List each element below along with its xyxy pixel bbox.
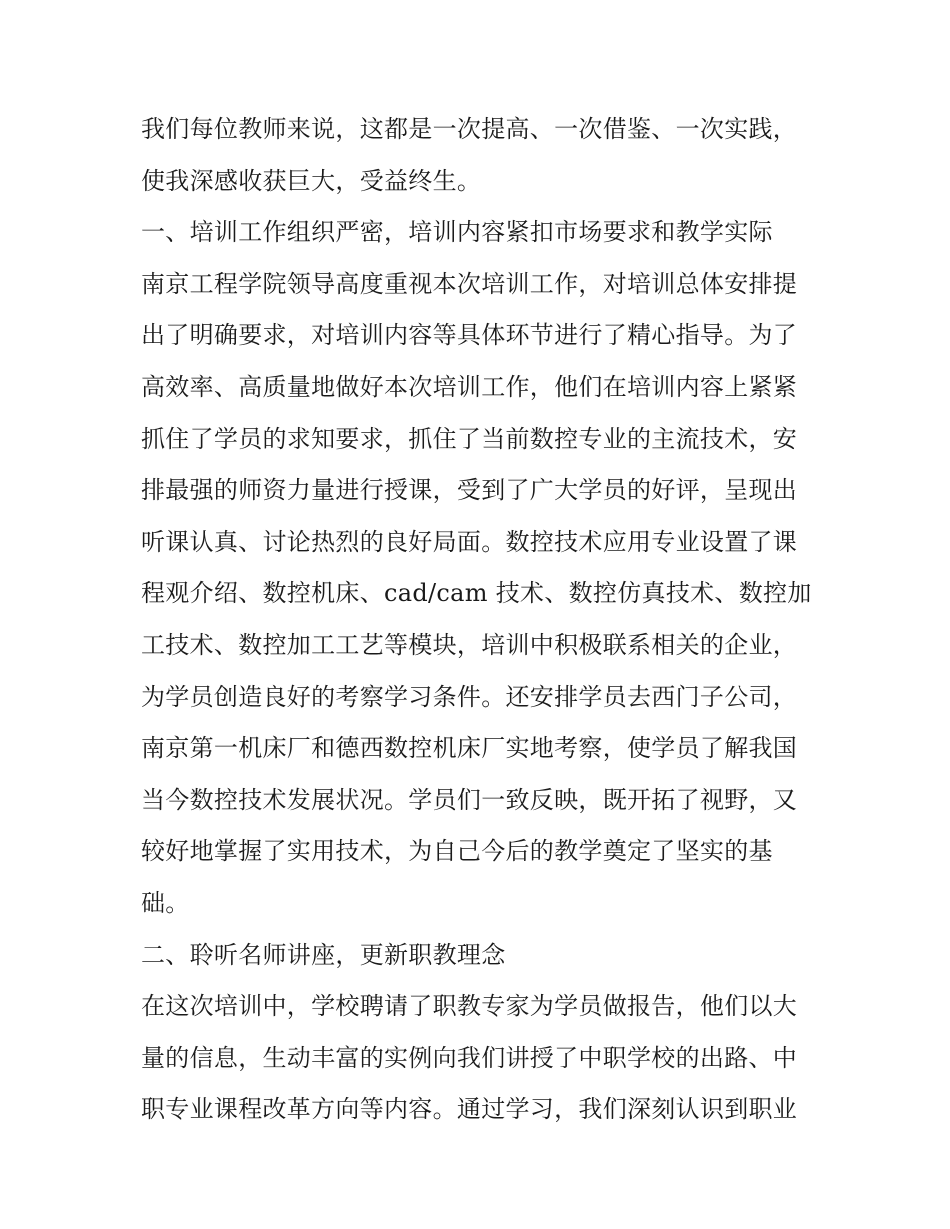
text-line-13: 南京第一机床厂和德西数控机床厂实地考察，使学员了解我国 xyxy=(141,734,798,763)
text-line-15: 较好地掌握了实用技术，为自己今后的教学奠定了坚实的基 xyxy=(141,837,773,866)
text-line-07: 抓住了学员的求知要求，抓住了当前数控专业的主流技术，安 xyxy=(141,424,798,453)
text-line-19: 量的信息，生动丰富的实例向我们讲授了中职学校的出路、中 xyxy=(141,1043,798,1072)
text-line-12: 为学员创造良好的考察学习条件。还安排学员去西门子公司， xyxy=(141,682,798,711)
text-line-11: 工技术、数控加工工艺等模块，培训中积极联系相关的企业， xyxy=(141,630,798,659)
text-line-02: 使我深感收获巨大，受益终生。 xyxy=(141,166,482,195)
body-text xyxy=(141,104,821,1136)
text-line-18: 在这次培训中，学校聘请了职教专家为学员做报告，他们以大 xyxy=(141,992,798,1021)
text-line-14: 当今数控技术发展状况。学员们一致反映，既开拓了视野，又 xyxy=(141,785,798,814)
text-line-04: 南京工程学院领导高度重视本次培训工作，对培训总体安排提 xyxy=(141,269,798,298)
section-heading-1: 一、培训工作组织严密，培训内容紧扣市场要求和教学实际 xyxy=(141,218,773,247)
text-line-10: 程观介绍、数控机床、cad/cam 技术、数控仿真技术、数控加 xyxy=(141,579,812,608)
text-line-20: 职专业课程改革方向等内容。通过学习，我们深刻认识到职业 xyxy=(141,1095,798,1124)
section-heading-2: 二、聆听名师讲座，更新职教理念 xyxy=(141,940,506,969)
text-line-06: 高效率、高质量地做好本次培训工作，他们在培训内容上紧紧 xyxy=(141,372,798,401)
text-line-01: 我们每位教师来说，这都是一次提高、一次借鉴、一次实践， xyxy=(141,115,798,143)
text-line-05: 出了明确要求，对培训内容等具体环节进行了精心指导。为了 xyxy=(141,321,798,350)
text-line-16: 础。 xyxy=(141,888,190,917)
text-line-09: 听课认真、讨论热烈的良好局面。数控技术应用专业设置了课 xyxy=(141,527,798,556)
text-line-08: 排最强的师资力量进行授课，受到了广大学员的好评，呈现出 xyxy=(141,476,798,505)
